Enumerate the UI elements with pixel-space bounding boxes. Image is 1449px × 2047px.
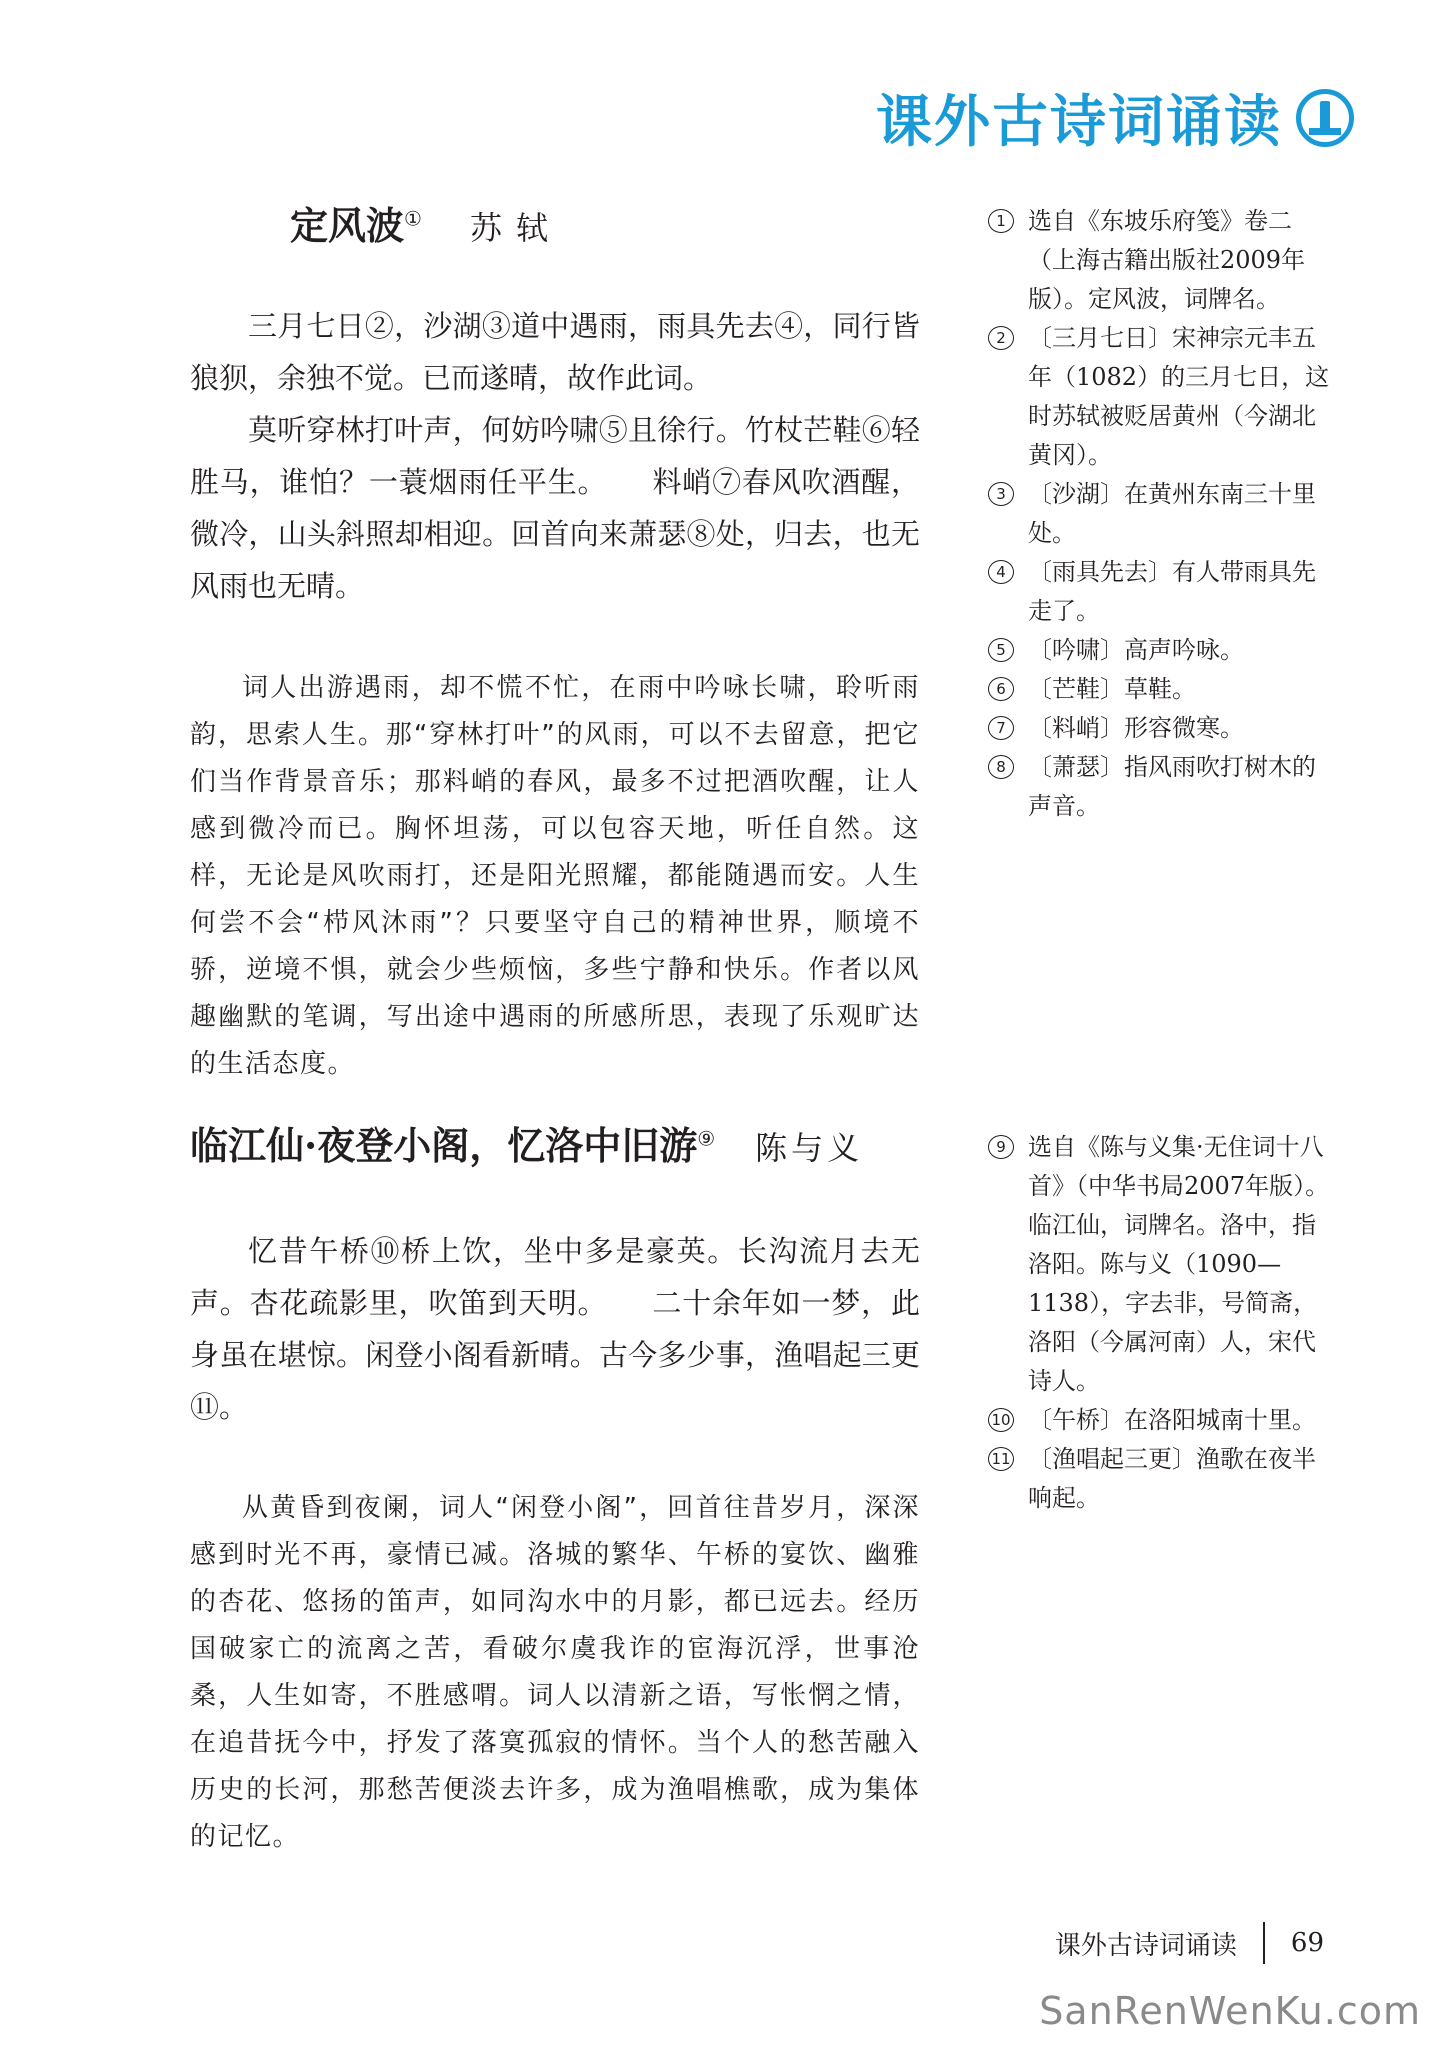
page-footer (1055, 1922, 1324, 1964)
poem1-title-mark: ① (404, 206, 422, 231)
note-text: 〔沙湖〕在黄州东南三十里处。 (1028, 480, 1316, 547)
note-text: 选自《东坡乐府笺》卷二（上海古籍出版社2009年版）。定风波，词牌名。 (1028, 207, 1306, 313)
footer-section-title: 课外古诗词诵读 (1054, 1930, 1237, 1961)
poem2-text: 忆昔午桥⑩桥上饮，坐中多是豪英。长沟流月去无声。杏花疏影里，吹笛到天明。 二十余年如一梦，此身虽在堪惊。闲登小阁看新晴。古今多少事，渔唱起三更⑪。 (190, 1234, 920, 1424)
note (988, 553, 1338, 631)
note-number: 9 (988, 1135, 1014, 1159)
poem1-preface: 三月七日②，沙湖③道中遇雨，雨具先去④，同行皆狼狈，余独不觉。已而遂晴，故作此词。 (190, 309, 920, 395)
note (988, 1128, 1338, 1401)
poem1-author: 苏轼 (469, 209, 562, 247)
section-header (876, 78, 1354, 158)
poem2-title-row (190, 1115, 863, 1170)
footer-divider (1263, 1922, 1265, 1964)
poem2-title: 临江仙·夜登小阁，忆洛中旧游⑨ (190, 1123, 716, 1168)
poem1-text: 莫听穿林打叶声，何妨吟啸⑤且徐行。竹杖芒鞋⑥轻胜马，谁怕？一蓑烟雨任平生。 料峭⑦春风吹酒醒，微冷，山头斜照却相迎。回首向来萧瑟⑧处，归去，也无风雨也无晴。 (190, 413, 920, 603)
note-number: 1 (988, 209, 1014, 233)
poem1-essay: 词人出游遇雨，却不慌不忙，在雨中吟咏长啸，聆听雨韵，思索人生。那“穿林打叶”的风雨，可以不去留意，把它们当作背景音乐；那料峭的春风，最多不过把酒吹醒，让人感到微冷而已。胸怀坦荡，可以包容天地，听任自然。这样，无论是风吹雨打，还是阳光照耀，都能随遇而安。人生何尝不会“栉风沐雨”？只要坚守自己的精神世界，顺境不骄，逆境不惧，就会少些烦恼，多些宁静和快乐。作者以风趣幽默的笔调，写出途中遇雨的所感所思，表现了乐观旷达的生活态度。 (190, 673, 920, 1079)
note (988, 631, 1338, 670)
poem1-notes (988, 202, 1338, 826)
poem1-title-row (290, 195, 562, 250)
note-number: 6 (988, 677, 1014, 701)
note-text: 〔渔唱起三更〕渔歌在夜半响起。 (1028, 1445, 1316, 1512)
note (988, 670, 1338, 709)
poem2-title-mark: ⑨ (697, 1126, 716, 1151)
note-text: 〔萧瑟〕指风雨吹打树木的声音。 (1028, 753, 1316, 820)
note (988, 748, 1338, 826)
note-text: 〔吟啸〕高声吟咏。 (1028, 636, 1244, 664)
note-number: 4 (988, 560, 1014, 584)
note-text: 〔雨具先去〕有人带雨具先走了。 (1028, 558, 1316, 625)
note (988, 202, 1338, 319)
note-text: 选自《陈与义集·无住词十八首》（中华书局2007年版）。临江仙，词牌名。洛中，指洛阳。陈与义（1090—1138），字去非，号简斋，洛阳（今属河南）人，宋代诗人。 (1028, 1133, 1330, 1395)
note-number: 10 (988, 1408, 1014, 1432)
note-text: 〔料峭〕形容微寒。 (1028, 714, 1244, 742)
note (988, 709, 1338, 748)
page-number: 69 (1290, 1928, 1324, 1958)
section-badge-icon (1296, 89, 1354, 147)
note (988, 319, 1338, 475)
note-number: 5 (988, 638, 1014, 662)
note-number: 8 (988, 755, 1014, 779)
section-title: 课外古诗词诵读 (876, 89, 1282, 155)
note-text: 〔午桥〕在洛阳城南十里。 (1028, 1406, 1316, 1434)
poem2-notes (988, 1128, 1338, 1518)
note-text: 〔三月七日〕宋神宗元丰五年（1082）的三月七日，这时苏轼被贬居黄州（今湖北黄冈）。 (1028, 324, 1330, 469)
note (988, 475, 1338, 553)
note-text: 〔芒鞋〕草鞋。 (1028, 675, 1196, 703)
note (988, 1401, 1338, 1440)
note-number: 2 (988, 326, 1014, 350)
poem1-title: 定风波① (290, 203, 422, 248)
poem2-author: 陈与义 (755, 1129, 864, 1167)
poem2-essay: 从黄昏到夜阑，词人“闲登小阁”，回首往昔岁月，深深感到时光不再，豪情已减。洛城的繁华、午桥的宴饮、幽雅的杏花、悠扬的笛声，如同沟水中的月影，都已远去。经历国破家亡的流离之苦，看破尔虞我诈的宦海沉浮，世事沧桑，人生如寄，不胜感喟。词人以清新之语，写怅惘之情，在追昔抚今中，抒发了落寞孤寂的情怀。当个人的愁苦融入历史的长河，那愁苦便淡去许多，成为渔唱樵歌，成为集体的记忆。 (190, 1493, 920, 1852)
note-number: 7 (988, 716, 1014, 740)
note-number: 3 (988, 482, 1014, 506)
note-number: 11 (988, 1447, 1014, 1471)
watermark: SanRenWenKu.com (1039, 1989, 1421, 2033)
note (988, 1440, 1338, 1518)
